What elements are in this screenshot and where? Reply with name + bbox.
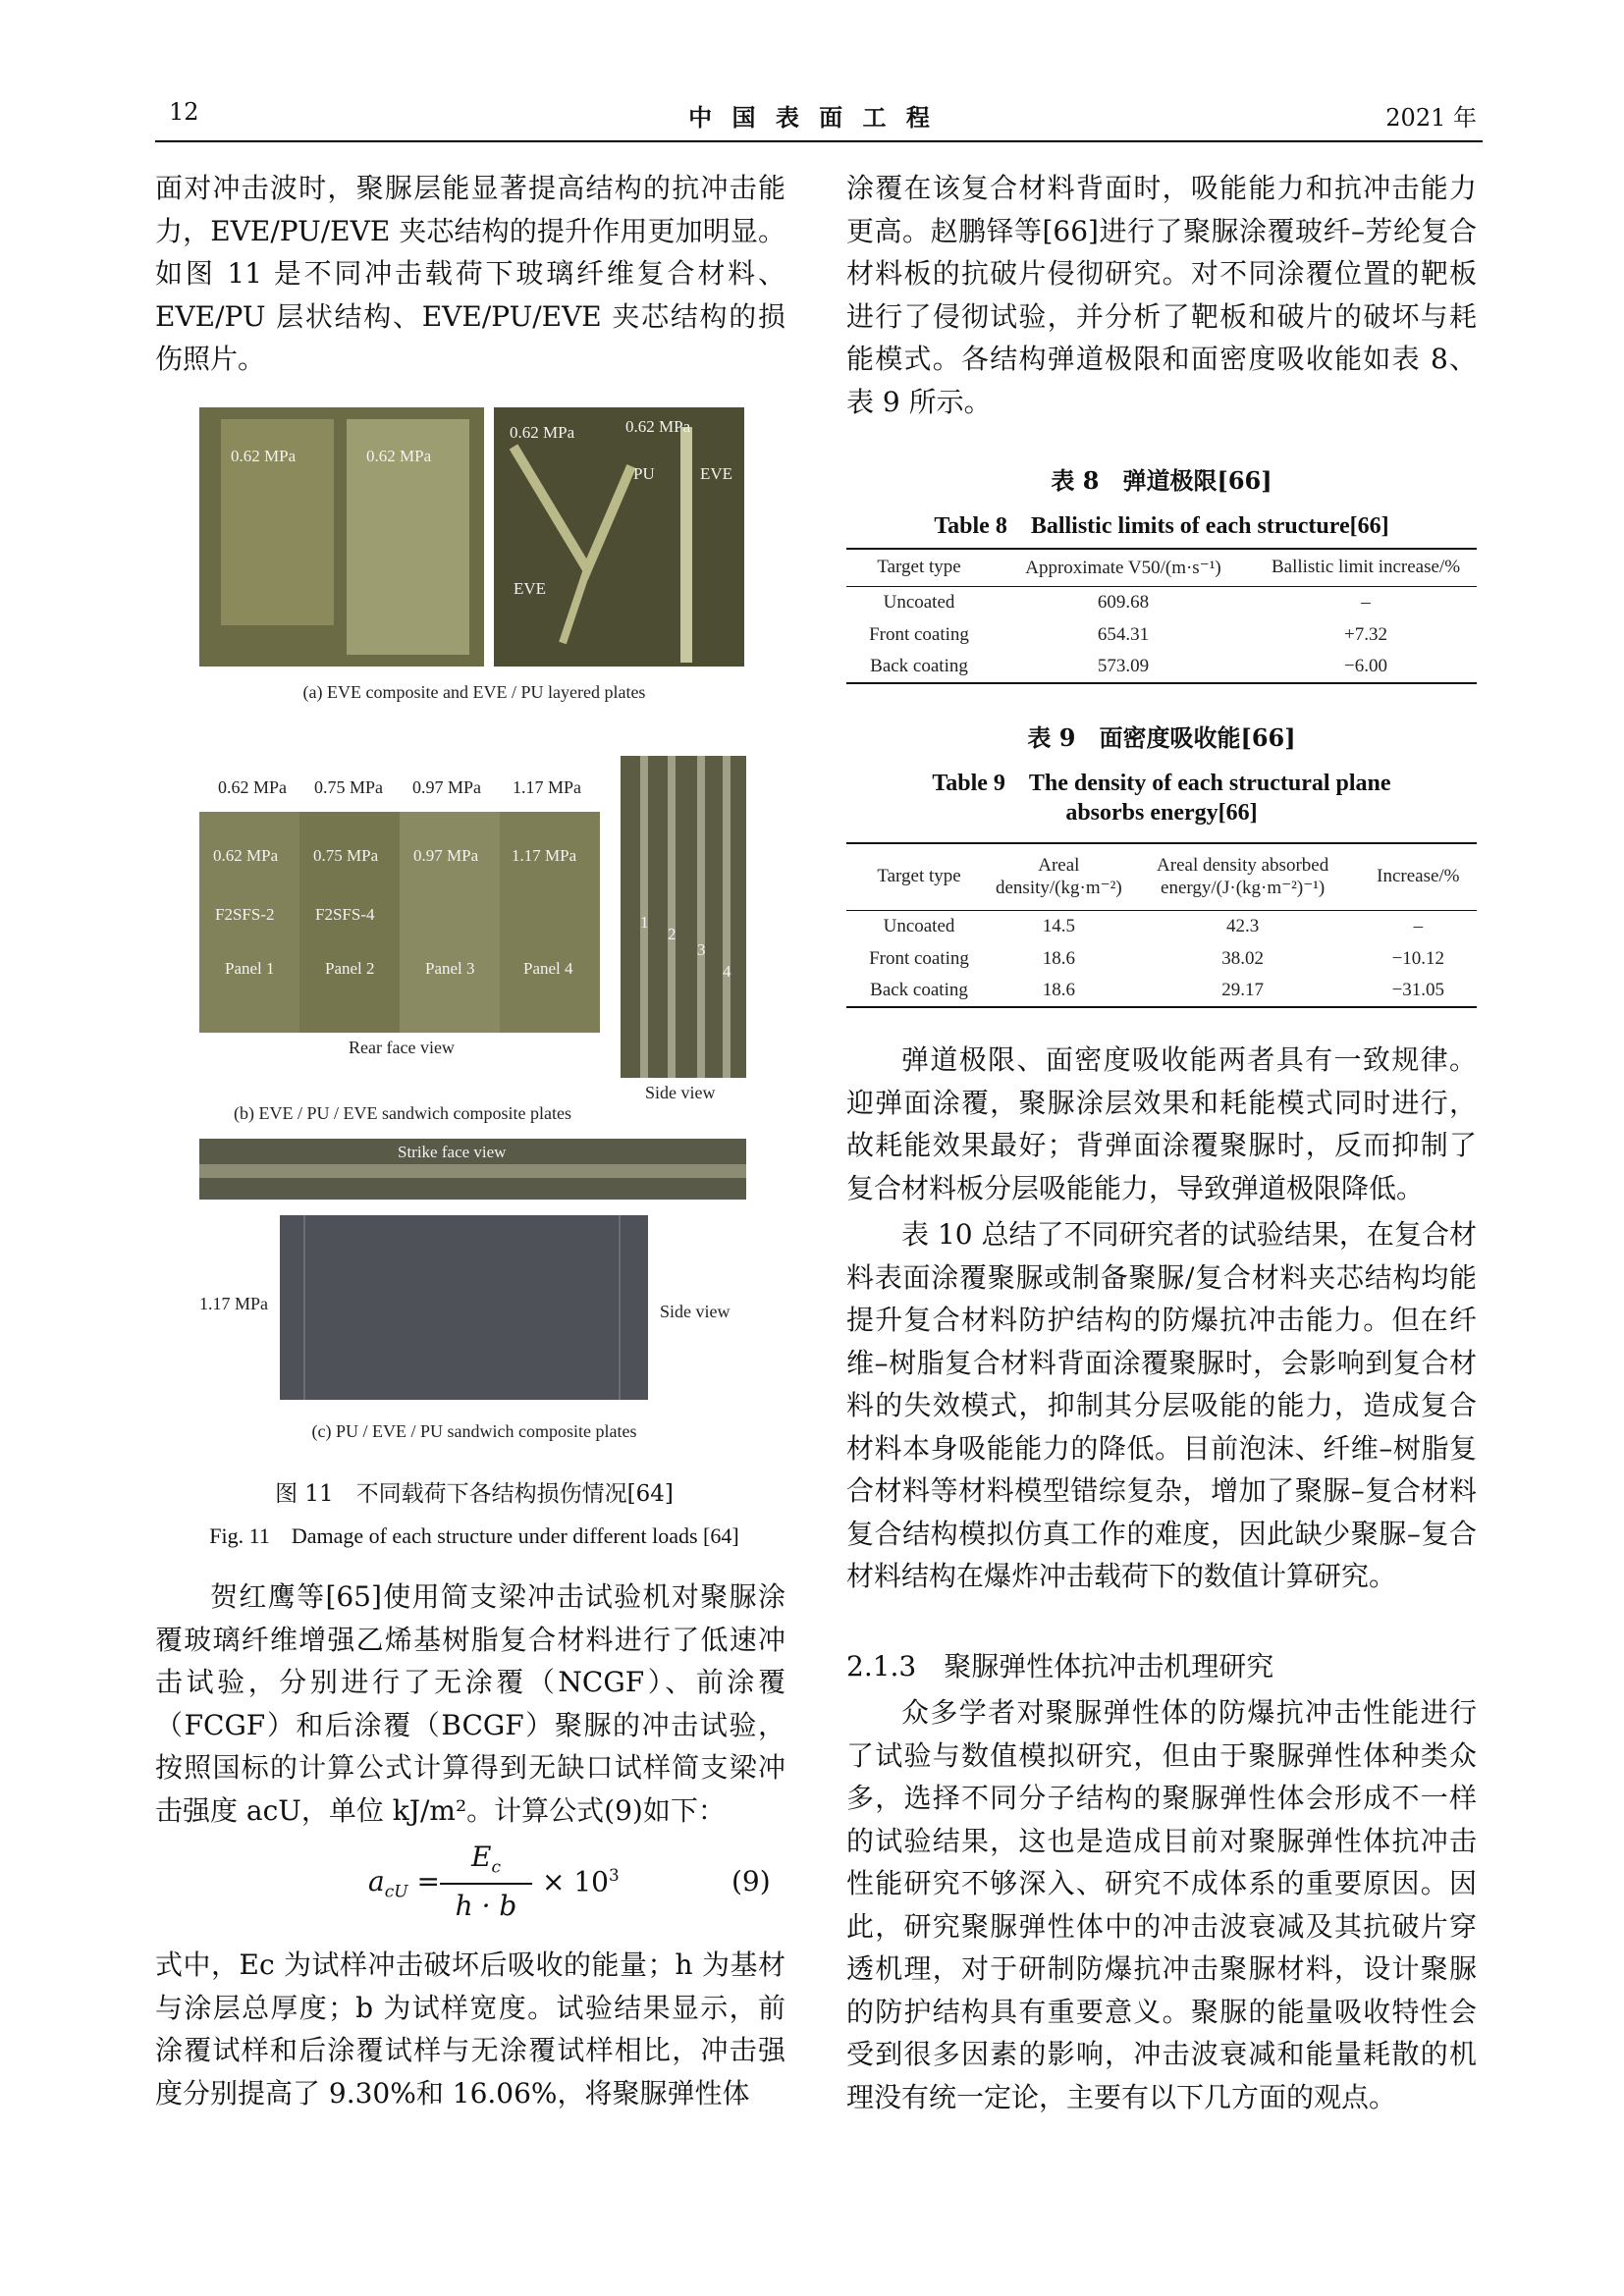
fig11a-label-3: 0.62 MPa [510,423,575,442]
section-heading-2-1-3: 2.1.3 聚脲弹性体抗冲击机理研究 [846,1650,1274,1682]
fig11b-side-number-4: 4 [723,962,731,981]
table9-cell: 38.02 [1221,947,1265,969]
page-number: 12 [169,98,199,126]
table9-caption-cn: 表 9 面密度吸收能[66] [1027,723,1296,752]
table9-cell: −31.05 [1391,980,1445,1000]
table8-cell: – [1361,591,1371,613]
table9-cell: 42.3 [1226,915,1260,936]
fig11b-top-label-4: 1.17 MPa [513,777,582,797]
table9-header-cell: Areal density/(kg·m⁻²) [996,854,1122,898]
table8-header-cell: Approximate V50/(m·s⁻¹) [1025,557,1221,578]
table9-header-cell: Increase/% [1377,866,1460,887]
fig11b-panel-1: Panel 1 [225,959,275,978]
fig11-caption-cn: 图 11 不同载荷下各结构损伤情况[64] [275,1481,674,1507]
table8 [846,548,1477,684]
left-paragraph-2: 贺红鹰等[65]使用简支梁冲击试验机对聚脲涂覆玻璃纤维增强乙烯基树脂复合材料进行了低速冲击试验，分别进行了无涂覆（NCGF）、前涂覆（FCGF）和后涂覆（BCGF）聚脲的冲击试验，按照国标的计算公式计算得到无缺口试样简支梁冲击强度 acU，单位 kJ/m²。计算公式(9)如下： [155,1580,785,1827]
table8-cell: 573.09 [1097,656,1150,676]
fig11-caption-en: Fig. 11 Damage of each structure under different loads [64] [209,1523,739,1548]
fig11b-side-number-3: 3 [697,940,706,959]
fig11b-inner-label-2: 0.75 MPa [313,846,379,865]
fig11a-label-2: 0.62 MPa [366,447,432,465]
table9-cell: −10.12 [1391,947,1445,969]
table8-cell: +7.32 [1344,623,1387,645]
table8-caption-cn: 表 8 弹道极限[66] [1051,466,1272,495]
fig11a-photo-eve-pu [494,407,744,667]
fig11b-side-number-2: 2 [668,925,677,943]
table-row [846,910,1477,942]
equation-factor [542,1865,620,1897]
fig11b-inner-label-3: 0.97 MPa [413,846,479,865]
left-paragraph-3: 式中，Ec 为试样冲击破坏后吸收的能量；h 为基材与涂层总厚度；b 为试样宽度。试验结果显示，前涂覆试样和后涂覆试样与无涂覆试样相比，冲击强度分别提高了 9.30%和 16.06%，将聚脲弹性体 [155,1949,785,2109]
fig11c-caption: (c) PU / EVE / PU sandwich composite plates [311,1421,637,1441]
fig11a-label-1: 0.62 MPa [231,447,297,465]
fig11b-side-number-1: 1 [640,913,649,932]
equation-denominator: h · b [455,1890,517,1922]
table9-cell: 29.17 [1221,980,1265,1000]
table9-cell: Back coating [870,980,968,1000]
equation-factor-text: × 10 [542,1865,609,1898]
fig11c-photo-strike-face [199,1139,746,1200]
fig11a-label-4: 0.62 MPa [625,417,691,436]
table8-cell: Back coating [870,656,968,676]
fig11a-plate-shape [494,407,744,667]
table8-cell: Uncoated [883,591,955,613]
table9-cell: Front coating [869,947,969,969]
table8-header-cell: Target type [877,557,961,578]
fig11b-panel-3: Panel 3 [425,959,475,978]
fig11b-rear-label: Rear face view [349,1038,455,1057]
equation-lhs-symbol: a [368,1865,385,1897]
table9 [846,842,1477,1008]
table9-caption-en-2: absorbs energy[66] [1065,800,1258,826]
fig11b-inner-label-1: 0.62 MPa [213,846,279,865]
equation-numerator-symbol: E [471,1841,492,1873]
fig11b-top-label-2: 0.75 MPa [314,777,384,797]
table9-cell: 14.5 [1042,915,1075,936]
table8-cell: −6.00 [1344,656,1387,676]
fig11a-label-eve: EVE [700,464,733,483]
table9-header-row [846,843,1477,910]
right-paragraph-2: 弹道极限、面密度吸收能两者具有一致规律。迎弹面涂覆，聚脲涂层效果和耗能模式同时进行，故耗能效果最好；背弹面涂覆聚脲时，反而抑制了复合材料板分层吸能能力，导致弹道极限降低。 [846,1043,1477,1204]
table8-cell: Front coating [869,623,969,645]
table9-cell: Uncoated [883,915,955,936]
table9-cell: – [1413,915,1424,936]
table9-cell: 18.6 [1042,980,1075,1000]
table9-caption-en-1: Table 9 The density of each structural plane [932,771,1391,796]
table8-header-row [846,549,1477,586]
table9-cell: 18.6 [1042,947,1075,969]
right-paragraph-4: 众多学者对聚脲弹性体的防爆抗冲击性能进行了试验与数值模拟研究，但由于聚脲弹性体种类众多，选择不同分子结构的聚脲弹性体会形成不一样的试验结果，这也是造成目前对聚脲弹性体抗冲击性能研究不够深入、研究不成体系的重要原因。因此，研究聚脲弹性体中的冲击波衰减及其抗破片穿透机理，对于研制防爆抗冲击聚脲材料，设计聚脲的防护结构具有重要意义。聚脲的能量吸收特性会受到很多因素的影响，冲击波衰减和能量耗散的机理没有统一定论，主要有以下几方面的观点。 [846,1696,1477,2113]
table-row [846,586,1477,618]
fig11c-pressure-label: 1.17 MPa [199,1294,269,1313]
equation-numerator [447,1841,525,1878]
table8-header-cell: Ballistic limit increase/% [1271,557,1461,578]
fig11b-top-label-3: 0.97 MPa [412,777,482,797]
left-paragraph-1: 面对冲击波时，聚脲层能显著提高结构的抗冲击能力，EVE/PU/EVE 夹芯结构的提升作用更加明显。如图 11 是不同冲击载荷下玻璃纤维复合材料、EVE/PU 层状结构、EVE/PU/EVE 夹芯结构的损伤照片。 [155,172,785,375]
fig11b-code-1: F2SFS-2 [215,905,275,924]
table-row [846,618,1477,651]
equation-lhs-sub: cU [384,1882,408,1902]
journal-title: 中 国 表 面 工 程 [688,103,936,132]
right-paragraph-3: 表 10 总结了不同研究者的试验结果，在复合材料表面涂覆聚脲或制备聚脲/复合材料夹芯结构均能提升复合材料防护结构的防爆抗冲击能力。但在纤维–树脂复合材料背面涂覆聚脲时，会影响到复合材料的失效模式，抑制其分层吸能的能力，造成复合材料本身吸能能力的降低。目前泡沫、纤维–树脂复合材料等材料模型错综复杂，增加了聚脲–复合材料复合结构模拟仿真工作的难度，因此缺少聚脲–复合材料结构在爆炸冲击载荷下的数值计算研究。 [846,1218,1477,1592]
fig11b-panel-2: Panel 2 [325,959,375,978]
fig11b-caption: (b) EVE / PU / EVE sandwich composite plates [234,1103,571,1123]
fig11b-code-2: F2SFS-4 [315,905,375,924]
fig11b-photo-side [621,756,746,1078]
equation-factor-exp: 3 [609,1865,620,1885]
table8-cell: 609.68 [1097,591,1150,613]
fig11b-side-label: Side view [645,1083,716,1102]
fig11a-photo-eve-composite [199,407,484,667]
fig11a-caption: (a) EVE composite and EVE / PU layered plates [302,682,646,702]
fig11a-label-eve-2: EVE [514,579,547,598]
table-row [846,651,1477,683]
fig11c-strike-label: Strike face view [398,1143,507,1161]
fig11b-top-label-1: 0.62 MPa [218,777,288,797]
table-row [846,942,1477,975]
table8-cell: 654.31 [1097,623,1150,645]
table8-caption-en: Table 8 Ballistic limits of each structure[66] [934,513,1389,539]
fig11b-panel-4: Panel 4 [523,959,573,978]
equation-number: (9) [731,1865,771,1897]
fig11c-photo-plate [280,1215,648,1400]
table9-header-cell: Target type [877,866,961,887]
header-rule [155,140,1483,142]
header-year: 2021 年 [1385,104,1477,132]
table-row [846,975,1477,1007]
fig11b-photo-rear-face [199,812,600,1033]
fig11c-side-label: Side view [660,1302,731,1321]
table9-header-cell: Areal density absorbed energy/(J·(kg·m⁻²)⁻¹) [1157,854,1329,898]
fig11b-inner-label-4: 1.17 MPa [512,846,577,865]
fig11a-label-pu: PU [633,464,655,483]
equation-numerator-sub: c [491,1857,501,1878]
equation-fraction-bar [440,1883,532,1885]
right-paragraph-1: 涂覆在该复合材料背面时，吸能能力和抗冲击能力更高。赵鹏铎等[66]进行了聚脲涂覆玻纤–芳纶复合材料板的抗破片侵彻研究。对不同涂覆位置的靶板进行了侵彻试验，并分析了靶板和破片的破坏与耗能模式。各结构弹道极限和面密度吸收能如表 8、表 9 所示。 [846,172,1477,418]
equation-lhs: $a_{cU}$ = [368,1865,440,1902]
